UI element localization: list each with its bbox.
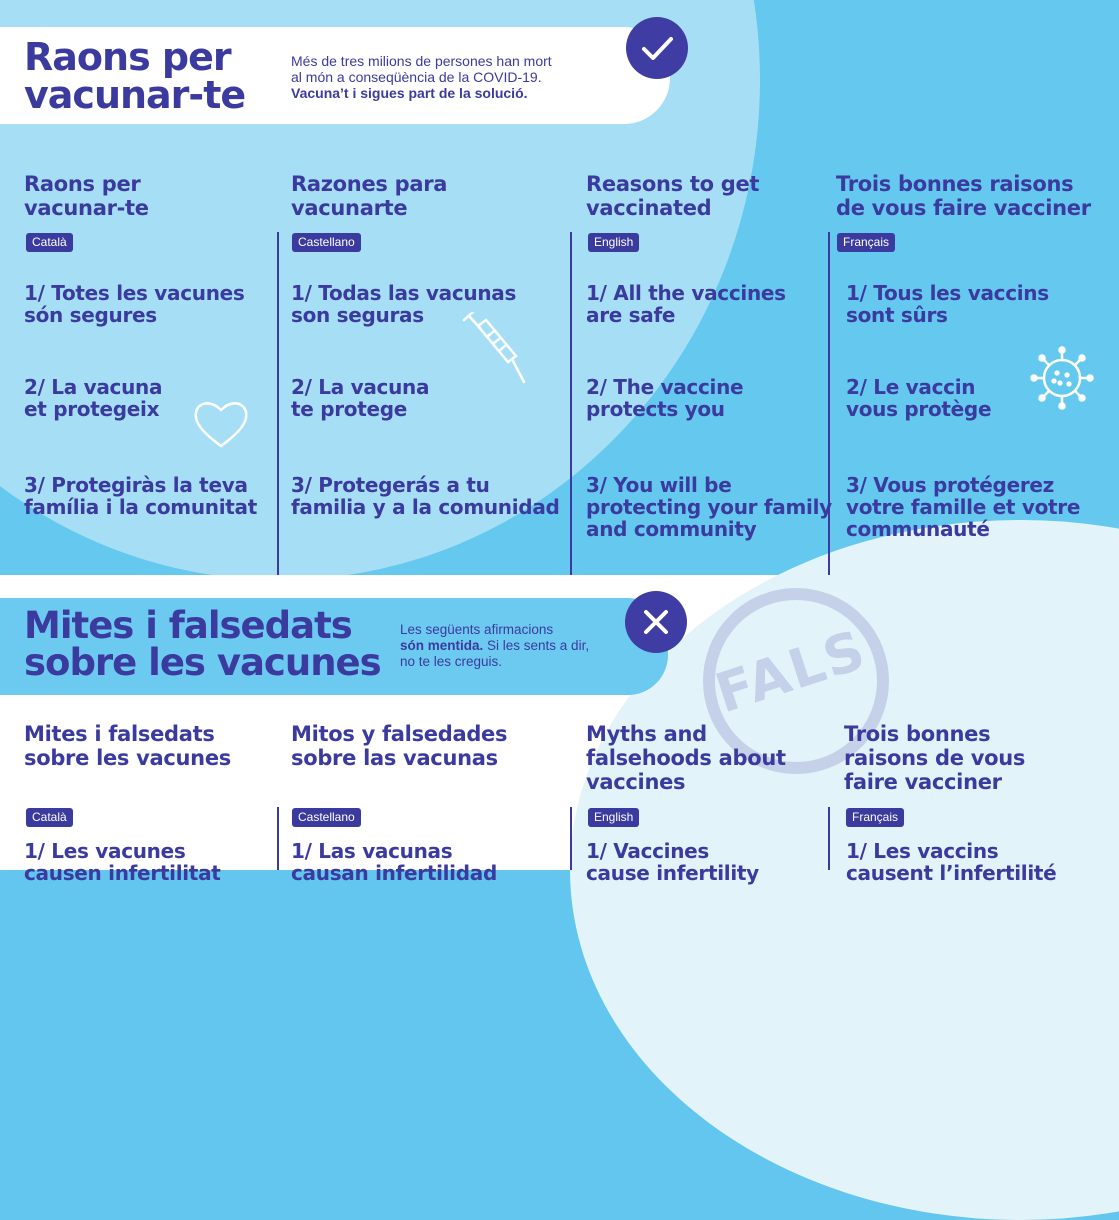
- syringe-icon: [460, 312, 530, 390]
- myth-heading-catala: Mites i falsedats sobre les vacunes: [24, 722, 231, 770]
- myth-1: 1/ Vaccines cause infertility: [586, 839, 759, 885]
- reasons-title: Raons per vacunar-te: [24, 35, 246, 117]
- myth-1: 1/ Las vacunas causan infertilidad: [291, 839, 497, 885]
- reason-3: 3/ Protegerás a tu familia y a la comunidad: [291, 473, 560, 519]
- reason-2: 2/ The vaccine protects you: [586, 375, 744, 421]
- myth-1: 1/ Les vacunes causen infertilitat: [24, 839, 221, 885]
- language-tag: Français: [837, 233, 895, 252]
- language-tag: Català: [26, 233, 73, 252]
- myth-heading-english: Myths and falsehoods about vaccines: [586, 722, 786, 794]
- language-tag: Castellano: [292, 808, 361, 827]
- column-heading-castellano: Razones para vacunarte: [291, 172, 448, 220]
- virus-icon: [1029, 345, 1095, 415]
- reason-1: 1/ All the vaccines are safe: [586, 281, 786, 327]
- column-heading-catala: Raons per vacunar-te: [24, 172, 149, 220]
- reason-3: 3/ Vous protégerez votre famille et votre communauté: [846, 473, 1081, 541]
- language-tag: English: [588, 233, 639, 252]
- reason-2: 2/ Le vaccin vous protège: [846, 375, 992, 421]
- fals-stamp-text: FALS: [708, 617, 874, 726]
- reason-1: 1/ Todas las vacunas son seguras: [291, 281, 517, 327]
- column-divider: [570, 232, 572, 575]
- language-tag: Català: [26, 808, 73, 827]
- language-tag: Castellano: [292, 233, 361, 252]
- reason-3: 3/ Protegiràs la teva família i la comunitat: [24, 473, 257, 519]
- myth-heading-francais: Trois bonnes raisons de vous faire vacciner: [844, 722, 1026, 794]
- column-divider: [570, 807, 572, 870]
- reason-2: 2/ La vacuna et protegeix: [24, 375, 163, 421]
- reason-3: 3/ You will be protecting your family and community: [586, 473, 832, 541]
- language-tag: English: [588, 808, 639, 827]
- column-heading-english: Reasons to get vaccinated: [586, 172, 760, 220]
- myth-heading-castellano: Mitos y falsedades sobre las vacunas: [291, 722, 508, 770]
- heart-icon: [192, 398, 250, 454]
- close-icon: [625, 591, 687, 653]
- check-icon: [626, 17, 688, 79]
- reason-1: 1/ Totes les vacunes són segures: [24, 281, 245, 327]
- reason-1: 1/ Tous les vaccins sont sûrs: [846, 281, 1049, 327]
- reason-2: 2/ La vacuna te protege: [291, 375, 430, 421]
- language-tag: Français: [846, 808, 904, 827]
- column-divider: [277, 232, 279, 575]
- column-divider: [828, 807, 830, 870]
- myths-title: Mites i falsedats sobre les vacunes: [24, 604, 381, 684]
- column-heading-francais: Trois bonnes raisons de vous faire vacciner: [836, 172, 1091, 220]
- myths-intro: Les següents afirmacions són mentida. Si les sents a dir, no te les creguis.: [400, 622, 590, 669]
- column-divider: [277, 807, 279, 870]
- myth-1: 1/ Les vaccins causent l’infertilité: [846, 839, 1057, 885]
- reasons-intro: Més de tres milions de persones han mort al món a conseqüència de la COVID-19. Vacuna’t i sigues part de la solució.: [291, 53, 552, 101]
